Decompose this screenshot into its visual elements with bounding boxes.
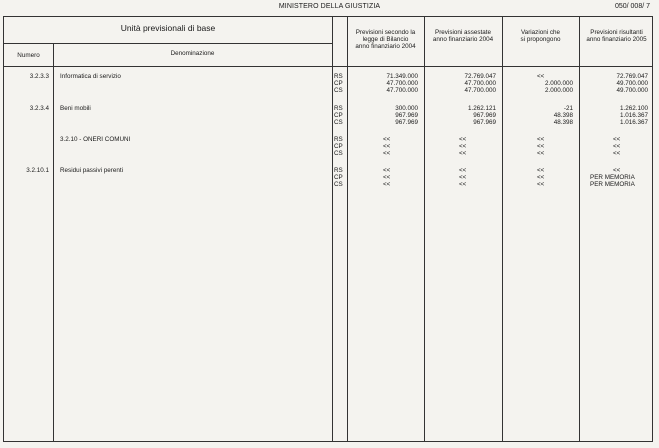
header-bottom-line — [4, 66, 652, 67]
row-2-prev-assestate-cs: 967.969 — [473, 119, 496, 126]
page-code: 050/ 008/ 7 — [614, 3, 650, 10]
row-2-prev-legge-rs: 300.000 — [395, 105, 418, 112]
row-1-type-cs: CS — [334, 87, 343, 94]
row-2-prev-risultanti-cp: 1.016.367 — [619, 112, 648, 119]
row-2-prev-assestate-cp: 967.969 — [473, 112, 496, 119]
row-3-prev-risultanti-cs: << — [613, 150, 621, 157]
row-3-prev-legge-cp: << — [383, 143, 391, 150]
row-2-type-cs: CS — [334, 119, 343, 126]
col-header-prev-risultanti-1: Previsioni risultanti — [590, 29, 643, 36]
row-1-denominazione: Informatica di servizio — [60, 73, 121, 80]
col-header-variazioni-1: Variazioni che — [520, 29, 561, 36]
row-4-prev-risultanti-rs: << — [613, 167, 621, 174]
ministry-title: MINISTERO DELLA GIUSTIZIA — [278, 3, 381, 10]
row-1-prev-risultanti-rs: 72.769.047 — [616, 73, 648, 80]
row-1-variazioni-rs: << — [537, 73, 545, 80]
col-header-prev-risultanti-2: anno finanziario 2005 — [586, 36, 647, 43]
row-1-variazioni-cs: 2.000.000 — [544, 87, 573, 94]
row-2-prev-assestate-rs: 1.262.121 — [467, 105, 496, 112]
row-4-prev-assestate-rs: << — [459, 167, 467, 174]
row-4-variazioni-cs: << — [537, 181, 545, 188]
row-4-type-cs: CS — [334, 181, 343, 188]
row-4-prev-legge-rs: << — [383, 167, 391, 174]
row-2-prev-legge-cs: 967.969 — [395, 119, 418, 126]
row-4-type-rs: RS — [334, 167, 343, 174]
row-3-variazioni-cs: << — [537, 150, 545, 157]
col-header-prev-assestate-2: anno finanziario 2004 — [432, 36, 494, 43]
row-4-numero: 3.2.10.1 — [26, 167, 49, 174]
row-3-prev-risultanti-rs: << — [613, 136, 621, 143]
col-header-variazioni-2: si propongono — [520, 36, 561, 43]
row-3-prev-risultanti-cp: << — [613, 143, 621, 150]
row-4-prev-risultanti-cs: PER MEMORIA — [590, 181, 635, 188]
row-2-prev-risultanti-rs: 1.262.100 — [619, 105, 648, 112]
group-header: Unità previsionali di base — [120, 23, 216, 33]
row-1-numero: 3.2.3.3 — [29, 73, 49, 80]
row-2-prev-legge-cp: 967.969 — [395, 112, 418, 119]
row-1-type-cp: CP — [334, 80, 343, 87]
row-3-type-cs: CS — [334, 150, 343, 157]
row-4-prev-assestate-cs: << — [459, 181, 467, 188]
row-2-denominazione: Beni mobili — [60, 105, 91, 112]
divider-numero — [53, 43, 54, 441]
row-1-type-rs: RS — [334, 73, 343, 80]
row-4-prev-assestate-cp: << — [459, 174, 467, 181]
row-4-denominazione: Residui passivi perenti — [60, 167, 123, 174]
col-header-prev-legge-1: Previsioni secondo la — [355, 29, 416, 36]
divider-denominazione — [332, 17, 333, 441]
row-4-prev-legge-cs: << — [383, 181, 391, 188]
row-1-prev-assestate-cs: 47.700.000 — [464, 87, 496, 94]
row-3-prev-legge-cs: << — [383, 150, 391, 157]
row-1-prev-assestate-rs: 72.769.047 — [464, 73, 496, 80]
row-3-denominazione: 3.2.10 - ONERI COMUNI — [60, 136, 131, 143]
row-2-type-rs: RS — [334, 105, 343, 112]
col-header-prev-legge-3: anno finanziario 2004 — [355, 43, 416, 50]
col-header-numero: Numero — [17, 52, 40, 59]
col-header-prev-legge-2: legge di Bilancio — [362, 36, 409, 43]
row-4-prev-risultanti-cp: PER MEMORIA — [590, 174, 635, 181]
row-3-prev-assestate-cp: << — [459, 143, 467, 150]
row-1-prev-legge-rs: 71.349.000 — [386, 73, 418, 80]
row-4-prev-legge-cp: << — [383, 174, 391, 181]
row-3-type-rs: RS — [334, 136, 343, 143]
col-header-prev-assestate-1: Previsioni assestate — [435, 29, 491, 36]
row-2-type-cp: CP — [334, 112, 343, 119]
row-4-variazioni-rs: << — [537, 167, 545, 174]
row-3-variazioni-rs: << — [537, 136, 545, 143]
row-2-numero: 3.2.3.4 — [29, 105, 49, 112]
row-3-prev-assestate-rs: << — [459, 136, 467, 143]
row-3-type-cp: CP — [334, 143, 343, 150]
row-2-variazioni-cs: 48.398 — [553, 119, 573, 126]
row-3-prev-assestate-cs: << — [459, 150, 467, 157]
row-1-prev-assestate-cp: 47.700.000 — [464, 80, 496, 87]
budget-table — [3, 16, 653, 442]
row-2-prev-risultanti-cs: 1.016.367 — [619, 119, 648, 126]
row-1-variazioni-cp: 2.000.000 — [544, 80, 573, 87]
row-3-prev-legge-rs: << — [383, 136, 391, 143]
row-2-variazioni-cp: 48.398 — [553, 112, 573, 119]
row-1-prev-legge-cp: 47.700.000 — [386, 80, 418, 87]
row-1-prev-risultanti-cs: 49.700.000 — [616, 87, 648, 94]
row-1-prev-legge-cs: 47.700.000 — [386, 87, 418, 94]
header-split-line — [4, 43, 332, 44]
row-4-type-cp: CP — [334, 174, 343, 181]
row-2-variazioni-rs: -21 — [563, 105, 573, 112]
row-3-variazioni-cp: << — [537, 143, 545, 150]
col-header-denominazione: Denominazione — [170, 50, 215, 57]
row-4-variazioni-cp: << — [537, 174, 545, 181]
row-1-prev-risultanti-cp: 49.700.000 — [616, 80, 648, 87]
